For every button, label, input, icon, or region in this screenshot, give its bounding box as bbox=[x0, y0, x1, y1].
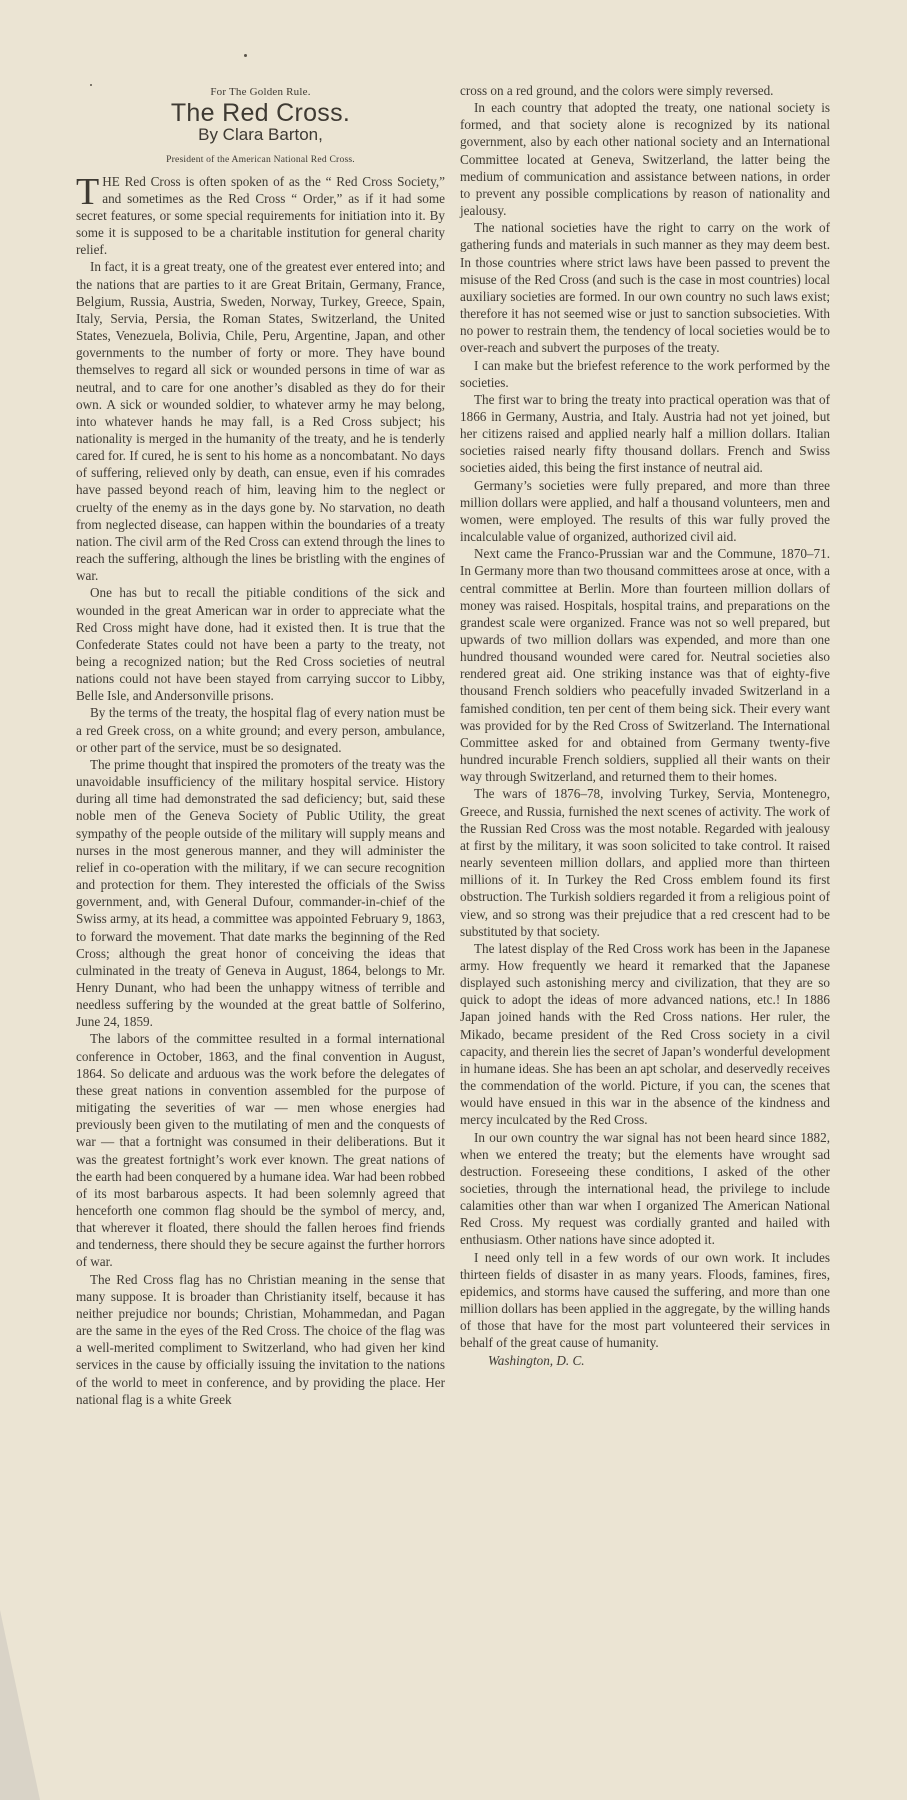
drop-cap: T bbox=[76, 170, 100, 213]
intro-text: HE Red Cross is often spoken of as the “ Red Cross Society,” and sometimes as the Red Cross “ Order,” as if it had some secret features, or some special requirements for initiation into it. By some it is supposed to be a charitable institution for general charity relief. bbox=[76, 173, 445, 258]
folded-corner bbox=[0, 1610, 40, 1800]
paragraph: The Red Cross flag has no Christian meaning in the sense that many suppose. It is broader than Christianity itself, because it has neither prejudice nor bounds; Christian, Mohammedan, and Pagan are the same in the eyes of the Red Cross. The choice of the flag was a well-merited compliment to Switzerland, who had given her kind services in the cause by officially issuing the invitation to the nations of the world to meet in conference, and by providing the place. Her national flag is a white Greek bbox=[76, 1271, 445, 1407]
paragraph: One has but to recall the pitiable conditions of the sick and wounded in the great American war in order to appreciate what the Red Cross might have done, had it existed then. It is true that the Confederate States could not have been a party to the treaty, not being a recognized nation; but the Red Cross societies of neutral nations could not have been stayed from carrying succor to Libby, Belle Isle, and Andersonville prisons. bbox=[76, 585, 445, 704]
paragraph: Next came the Franco-Prussian war and the Commune, 1870–71. In Germany more than two thousand committees arose at once, with a central committee at Berlin. More than fourteen million dollars of money was raised. Hospitals, hospital trains, and preparations on the grandest scale were organized. France was not so well prepared, but upwards of two million dollars was expended, and more than one hundred thousand wounded were cared for. Neutral societies also rendered great aid. One striking instance was that of eighty-five thousand French soldiers who peacefully invaded Switzerland in a famished condition, ten per cent of them being sick. Their every want was provided for by the Red Cross of Switzerland. The International Committee asked for and obtained from Germany twenty-five hundred incurable French soldiers, supplied all their wants on their way through Switzerland, and returned them to their homes. bbox=[460, 546, 830, 785]
paragraph: The national societies have the right to carry on the work of gathering funds and materials in such manner as they may deem best. In those countries where strict laws have been passed to prevent the misuse of the Red Cross (and such is the case in most countries) local auxiliary societies are formed. In our own country no such laws exist; therefore it has not seemed wise or just to sanction subsocieties. With no power to restrain them, the tendency of local societies would be to over-reach and subvert the purposes of the treaty. bbox=[460, 220, 830, 356]
paragraph: The prime thought that inspired the promoters of the treaty was the unavoidable insufficiency of the military hospital service. History during all time had demonstrated the sad deficiency; but, said these noble men of the Geneva Society of Public Utility, the great sympathy of the people outside of the military will supply means and nurses in the most generous manner, and they will administer the relief in co-operation with the military, if we can secure recognition and protection for them. They interested the officials of the Swiss government, and, with General Dufour, commander-in-chief of the Swiss army, at its head, a committee was appointed February 9, 1863, to forward the movement. That date marks the beginning of the Red Cross; although the great honor of conceiving the ideas that culminated in the treaty of Geneva in August, 1864, belongs to Mr. Henry Dunant, who had been the unhappy witness of terrible and needless suffering by the wounded at the great battle of Solferino, June 24, 1859. bbox=[76, 756, 445, 1030]
continued-paragraph: cross on a red ground, and the colors were simply reversed. bbox=[460, 83, 774, 98]
paragraph: In each country that adopted the treaty, one national society is formed, and that society alone is recognized by its national government, also by each other national society and an International Committee located at Geneva, Switzerland, the latter being the medium of communication and assistance between nations, in order to prevent any possible complications by reason of nationality and jealousy. bbox=[460, 100, 830, 219]
paragraph: The first war to bring the treaty into practical operation was that of 1866 in Germany, Austria, and Italy. Austria had not yet joined, but her citizens raised and applied nearly half a million dollars. Italian societies raised nearly fifty thousand dollars. French and Swiss societies aided, this being the first instance of neutral aid. bbox=[460, 391, 830, 476]
paragraph: The wars of 1876–78, involving Turkey, Servia, Montenegro, Greece, and Russia, furnished the next scenes of activity. The work of the Russian Red Cross was the most notable. Regarded with jealousy at first by the military, it was soon solicited to take control. It raised nearly seventeen million dollars, and applied more than thirteen millions of it. In Turkey the Red Cross emblem found its first obstruction. The Turkish soldiers regarded it from a religious point of view, and so strong was their prejudice that a red crescent had to be substituted by that society. bbox=[460, 786, 830, 939]
paragraph: Germany’s societies were fully prepared, and more than three million dollars were applied, and half a thousand volunteers, men and women, were employed. The results of this war fully proved the incalculable value of organized, authorized civil aid. bbox=[460, 477, 830, 545]
intro-paragraph bbox=[76, 170, 445, 259]
paragraph: The latest display of the Red Cross work has been in the Japanese army. How frequently we heard it remarked that the Japanese displayed such astonishing mercy and civilization, that they are so quick to adopt the ideas of more advanced nations, etc.! In 1886 Japan joined hands with the Red Cross nations. Her ruler, the Mikado, became president of the Red Cross society in a civil capacity, and therein lies the secret of Japan’s wonderful development in humane ideas. She has been an apt scholar, and deservedly receives the commendation of the world. Picture, if you can, the scenes that would have ensued in this war in the absence of the kindness and mercy inculcated by the Red Cross. bbox=[460, 940, 830, 1128]
paragraph: By the terms of the treaty, the hospital flag of every nation must be a red Greek cross, on a white ground; and every person, ambulance, or other part of the service, must be so designated. bbox=[76, 705, 445, 755]
paragraph: In fact, it is a great treaty, one of the greatest ever entered into; and the nations that are parties to it are Great Britain, Germany, France, Belgium, Russia, Austria, Sweden, Norway, Turkey, Greece, Spain, Italy, Servia, Persia, the Roman States, Switzerland, the United States, Venezuela, Bolivia, Chile, Peru, Argentine, Japan, and other governments to the number of forty or more. They have bound themselves to regard all sick or wounded persons in time of war as neutral, and to care for one another’s disabled as they do for their own. A sick or wounded soldier, to whatever army he may belong, into whatever hands he may fall, is a Red Cross subject; his nationality is merged in the humanity of the treaty, and he is tenderly cared for. If cured, he is sent to his home as a noncombatant. No days of suffering, relieved only by death, can ensue, even if his comrades have passed beyond reach of him, leaving him to the neglect or cruelty of the enemy as in the days gone by. No starvation, no death from neglected disease, can happen within the boundaries of a treaty nation. The civil arm of the Red Cross can extend through the lines to reach the suffering, although the lines be bristling with the engines of war. bbox=[76, 259, 445, 584]
paragraph: I need only tell in a few words of our own work. It includes thirteen fields of disaster in as many years. Floods, famines, fires, epidemics, and storms have caused the suffering, and more than one million dollars has been applied in the aggregate, by the willing hands of those that have for the most part volunteered their services in behalf of the great cause of humanity. bbox=[460, 1249, 830, 1351]
paragraph: I can make but the briefest reference to the work performed by the societies. bbox=[460, 357, 830, 390]
right-column bbox=[460, 82, 830, 1369]
signoff: Washington, D. C. bbox=[488, 1352, 585, 1368]
paragraph: In our own country the war signal has not been heard since 1882, when we entered the treaty; but the elements have wrought sad destruction. Foreseeing these conditions, I asked of the other societies, through the international head, the privilege to include calamities other than war when I organized The American National Red Cross. My request was cordially granted and hailed with enthusiasm. Other nations have since adopted it. bbox=[460, 1129, 830, 1248]
left-column bbox=[76, 82, 445, 1408]
paragraph: The labors of the committee resulted in a formal international conference in October, 1863, and the final convention in August, 1864. So delicate and arduous was the work before the delegates of these great nations in convention assembled for the purpose of mitigating the severities of war — men whose energies had previously been given to the mutilating of men and the conquests of war — that a fortnight was consumed in their deliberations. But it was the greatest fortnight’s work ever known. The great nations of the earth had been conquered by a humane idea. War had been robbed of its most barbarous aspects. It had been solemnly agreed that henceforth one common flag should be the symbol of mercy, and, that wherever it floated, there should the fallen heroes find friends and tenderness, there should they be secure against the further horrors of war. bbox=[76, 1031, 445, 1270]
paper-speck bbox=[244, 54, 247, 57]
author-affiliation: President of the American National Red Cross. bbox=[166, 154, 355, 166]
article-title: The Red Cross. bbox=[170, 99, 351, 128]
byline: By Clara Barton, bbox=[198, 125, 323, 145]
kicker: For The Golden Rule. bbox=[210, 86, 311, 98]
